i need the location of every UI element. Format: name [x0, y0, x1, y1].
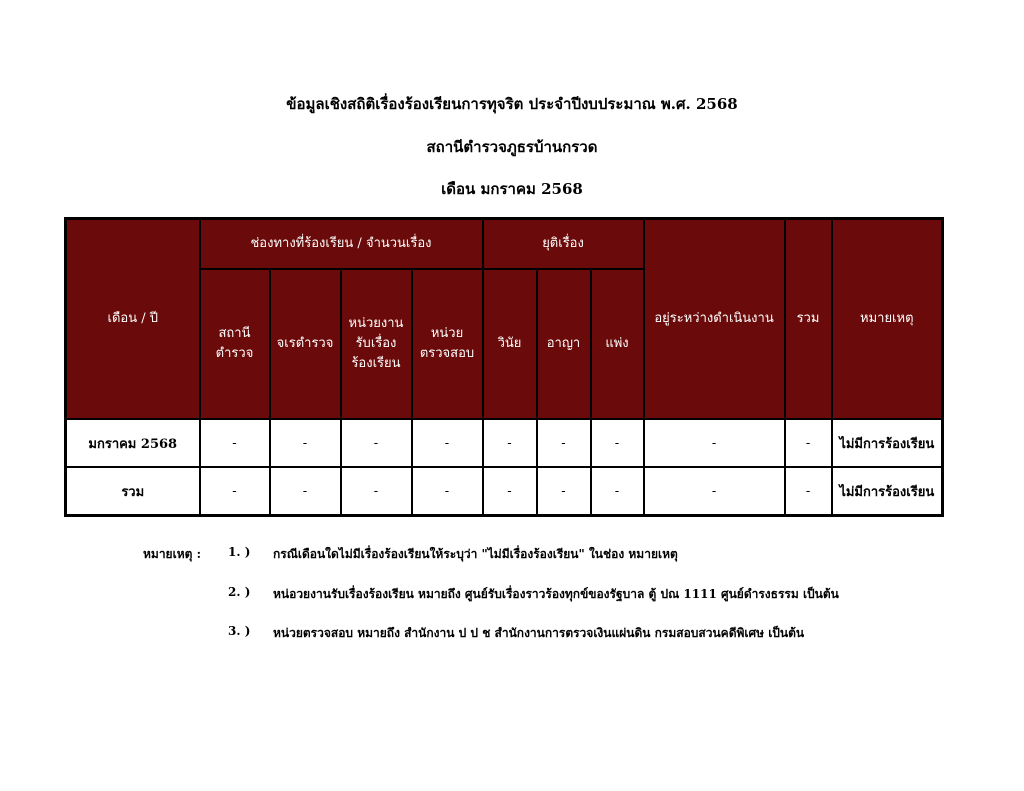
note-text: หน่อวยงานรับเรื่องร้องเรียน หมายถึง ศูนย์รับเรื่องราวร้องทุกข์ของรัฐบาล ตู้ ปณ 1111 ศูนย์ดำรงธรรม เป็นต้น: [273, 587, 839, 601]
cell: -: [644, 467, 785, 516]
cell: -: [483, 467, 537, 516]
note-number: 2. ): [228, 585, 251, 599]
row-month: มกราคม 2568: [66, 419, 200, 467]
report-title: ข้อมูลเชิงสถิติเรื่องร้องเรียนการทุจริต ประจำปีงบประมาณ พ.ศ. 2568: [286, 95, 738, 113]
row-remark: ไม่มีการร้องเรียน: [832, 419, 943, 467]
header-resolved: ยุติเรื่อง: [483, 219, 644, 270]
header-in-progress: อยู่ระหว่างดำเนินงาน: [644, 219, 785, 420]
header-discipline: วินัย: [483, 269, 537, 419]
table-row: [66, 467, 943, 516]
cell: -: [785, 419, 832, 467]
cell: -: [200, 419, 270, 467]
header-police-inspector: จเรตำรวจ: [270, 269, 341, 419]
header-criminal: อาญา: [537, 269, 591, 419]
notes-label: หมายเหตุ :: [143, 547, 202, 561]
header-receiving-agency-line2: รับเรื่อง: [355, 335, 397, 351]
cell: -: [644, 419, 785, 467]
row-month: รวม: [66, 467, 200, 516]
note-number: 3. ): [228, 624, 251, 638]
header-police-station-line2: ตำรวจ: [215, 346, 254, 361]
header-civil: แพ่ง: [591, 269, 644, 419]
complaint-statistics-table: [64, 217, 944, 517]
header-audit-agency-line1: หน่วย: [430, 325, 464, 341]
header-police-station-line1: สถานี: [218, 325, 251, 341]
cell: -: [591, 467, 644, 516]
cell: -: [341, 467, 412, 516]
cell: -: [785, 467, 832, 516]
station-name: สถานีตำรวจภูธรบ้านกรวด: [426, 138, 598, 156]
header-total: รวม: [785, 219, 832, 420]
row-remark: ไม่มีการร้องเรียน: [832, 467, 943, 516]
header-month-year: เดือน / ปี: [66, 219, 200, 420]
table-row: [66, 419, 943, 467]
cell: -: [270, 467, 341, 516]
note-text: กรณีเดือนใดไม่มีเรื่องร้องเรียนให้ระบุว่า "ไม่มีเรื่องร้องเรียน" ในช่อง หมายเหตุ: [273, 547, 678, 561]
cell: -: [412, 467, 483, 516]
note-text: หน่วยตรวจสอบ หมายถึง สำนักงาน ป ป ช สำนักงานการตรวจเงินแผ่นดิน กรมสอบสวนคดีพิเศษ เป็นต้น: [273, 626, 805, 640]
header-audit-agency-line2: ตรวจสอบ: [419, 346, 475, 361]
header-receiving-agency-line3: ร้องเรียน: [351, 356, 401, 372]
cell: -: [483, 419, 537, 467]
header-complaint-channels: ช่องทางที่ร้องเรียน / จำนวนเรื่อง: [200, 219, 483, 270]
cell: -: [412, 419, 483, 467]
header-audit-agency: [412, 269, 483, 419]
header-remark: หมายเหตุ: [832, 219, 943, 420]
cell: -: [270, 419, 341, 467]
cell: -: [200, 467, 270, 516]
header-police-station: [200, 269, 270, 419]
note-number: 1. ): [228, 545, 251, 559]
cell: -: [537, 467, 591, 516]
header-receiving-agency-line1: หน่วยงาน: [348, 315, 404, 331]
report-month: เดือน มกราคม 2568: [441, 180, 583, 198]
cell: -: [591, 419, 644, 467]
cell: -: [341, 419, 412, 467]
header-receiving-agency: [341, 269, 412, 419]
table-header-row-1: [66, 219, 943, 270]
cell: -: [537, 419, 591, 467]
